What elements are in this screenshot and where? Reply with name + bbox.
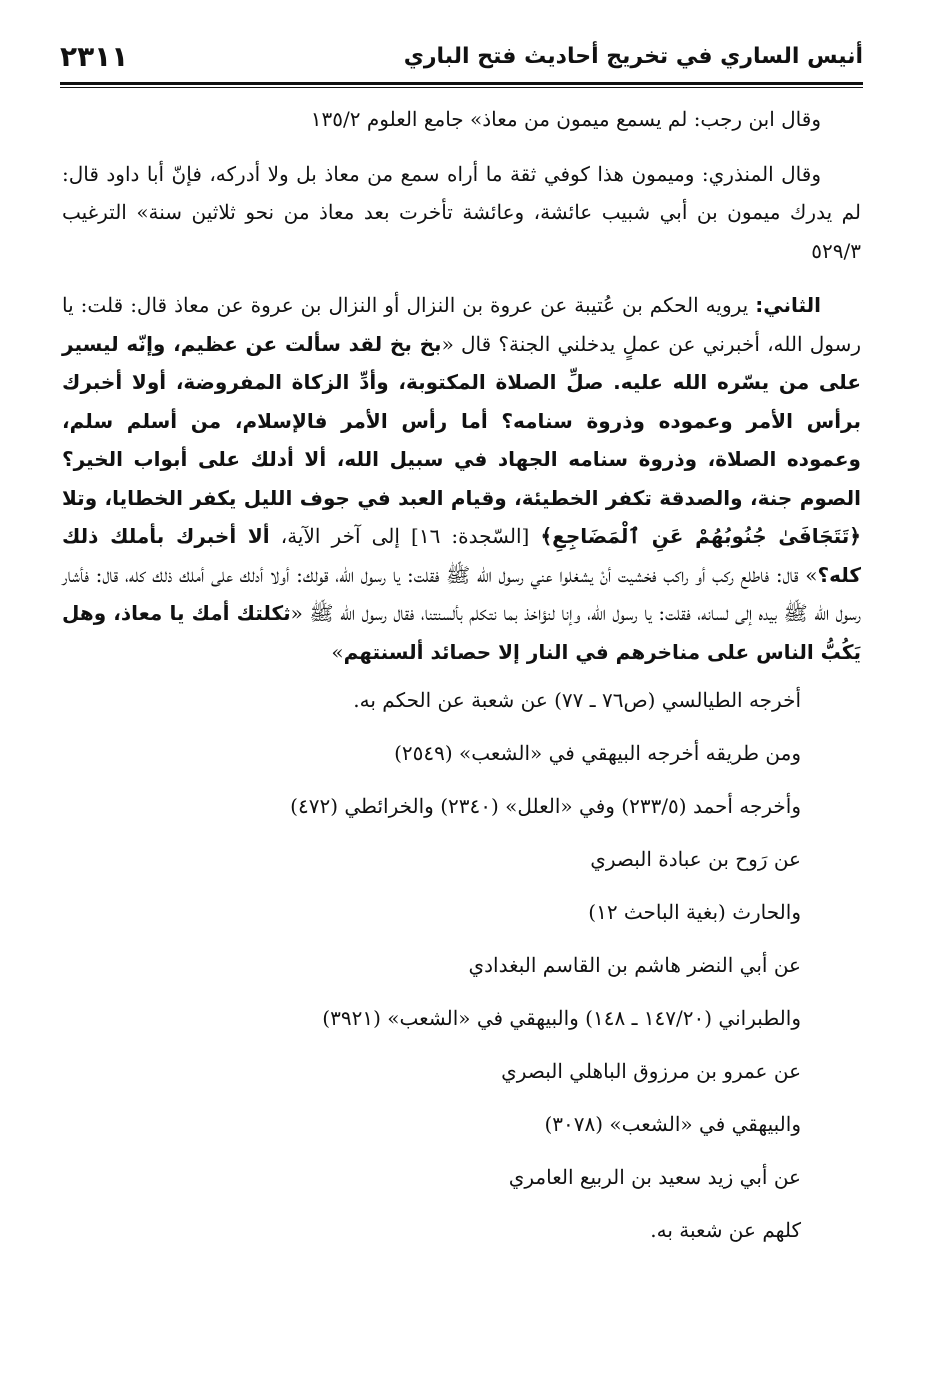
- header-rule-thin: [60, 87, 863, 88]
- header-rule: [60, 82, 863, 85]
- hadith-ending-bold: ثكلتك أمك يا معاذ، وهل يَكُبُّ الناس على مناخرهم في النار إلا حصائد ألسنتهم: [62, 601, 861, 664]
- hadith-continuation: » قال: فاطلع ركب أو راكب فخشيت أنْ يشغلوا عني رسول الله ﷺ فقلت: يا رسول الله، قولك: أولا أدلك على أملك ذلك كله، قال: فأشار رسول الله ﷺ بيده إلى لسانه، فقلت: يا رسول الله، وإنا لنؤاخذ بما نتكلم بألسنتنا، فقال رسول الله ﷺ «: [62, 562, 861, 625]
- paragraph-ibn-rajab: وقال ابن رجب: لم يسمع ميمون من معاذ» جامع العلوم ١٣٥/٢: [310, 107, 821, 131]
- source-line: وأخرجه أحمد (٢٣٣/٥) وفي «العلل» (٢٣٤٠) والخرائطي (٤٧٢): [290, 794, 801, 818]
- source-line: ومن طريقه أخرجه البيهقي في «الشعب» (٢٥٤٩): [394, 741, 801, 765]
- source-line: والبيهقي في «الشعب» (٣٠٧٨): [544, 1112, 801, 1136]
- running-title: أنيس الساري في تخريج أحاديث فتح الباري: [403, 44, 863, 69]
- source-line: عن أبي زيد سعيد بن الربيع العامري: [508, 1165, 801, 1189]
- source-line: والحارث (بغية الباحث ١٢): [588, 900, 801, 924]
- paragraph-mundhiri: وقال المنذري: وميمون هذا كوفي ثقة ما أراه سمع من معاذ بل ولا أدركه، فإنّ أبا داود قال: لم يدرك ميمون بن أبي شبيب عائشة، وعائشة تأخرت بعد معاذ من نحو ثلاثين سنة» الترغيب ٥٢٩/٣: [62, 161, 862, 263]
- source-line: أخرجه الطيالسي (ص٧٦ ـ ٧٧) عن شعبة عن الحكم به.: [353, 688, 801, 712]
- hadith-question-bold: ألا أخبرك بأملك ذلك كله؟: [62, 524, 861, 587]
- quran-reference: [السّجدة: ١٦] إلى آخر الآية،: [269, 524, 541, 548]
- paragraph-second-route: [62, 286, 861, 671]
- page-header: [60, 32, 863, 82]
- closing-quote: »: [331, 639, 344, 664]
- source-line: عن عمرو بن مرزوق الباهلي البصري: [501, 1059, 801, 1083]
- page-number: ٢٣١١: [60, 40, 129, 73]
- source-line: عن رَوح بن عبادة البصري: [590, 847, 801, 871]
- hadith-intro: يرويه الحكم بن عُتيبة عن عروة بن النزال أو النزال بن عروة عن معاذ قال: قلت: يا رسول الله، أخبرني عن عملٍ يدخلني الجنة؟ قال «: [62, 293, 861, 356]
- page-body: [62, 100, 861, 1264]
- takhrij-sources: [62, 681, 861, 1250]
- hadith-text-bold: بخ بخ لقد سألت عن عظيم، وإنّه ليسير على من يسّره الله عليه. صلِّ الصلاة المكتوبة، وأدِّ الزكاة المفروضة، أولا أخبرك برأس الأمر وعموده وذروة سنامه؟ أما رأس الأمر فالإسلام، من أسلم سلم، وعموده الصلاة، وذروة سنامه الجهاد في سبيل الله، ألا أدلك على أبواب الخير؟ الصوم جنة، والصدقة تكفر الخطيئة، وقيام العبد في جوف الليل يكفر الخطايا، وتلا ﴿تَتَجَافَىٰ جُنُوبُهُمْ عَنِ ٱلْمَضَاجِعِ﴾: [62, 331, 862, 548]
- source-line: والطبراني (١٤٧/٢٠ ـ ١٤٨) والبيهقي في «الشعب» (٣٩٢١): [322, 1006, 801, 1030]
- source-line: عن أبي النضر هاشم بن القاسم البغدادي: [468, 953, 801, 977]
- source-line: كلهم عن شعبة به.: [650, 1218, 801, 1242]
- second-label: الثاني:: [755, 293, 821, 317]
